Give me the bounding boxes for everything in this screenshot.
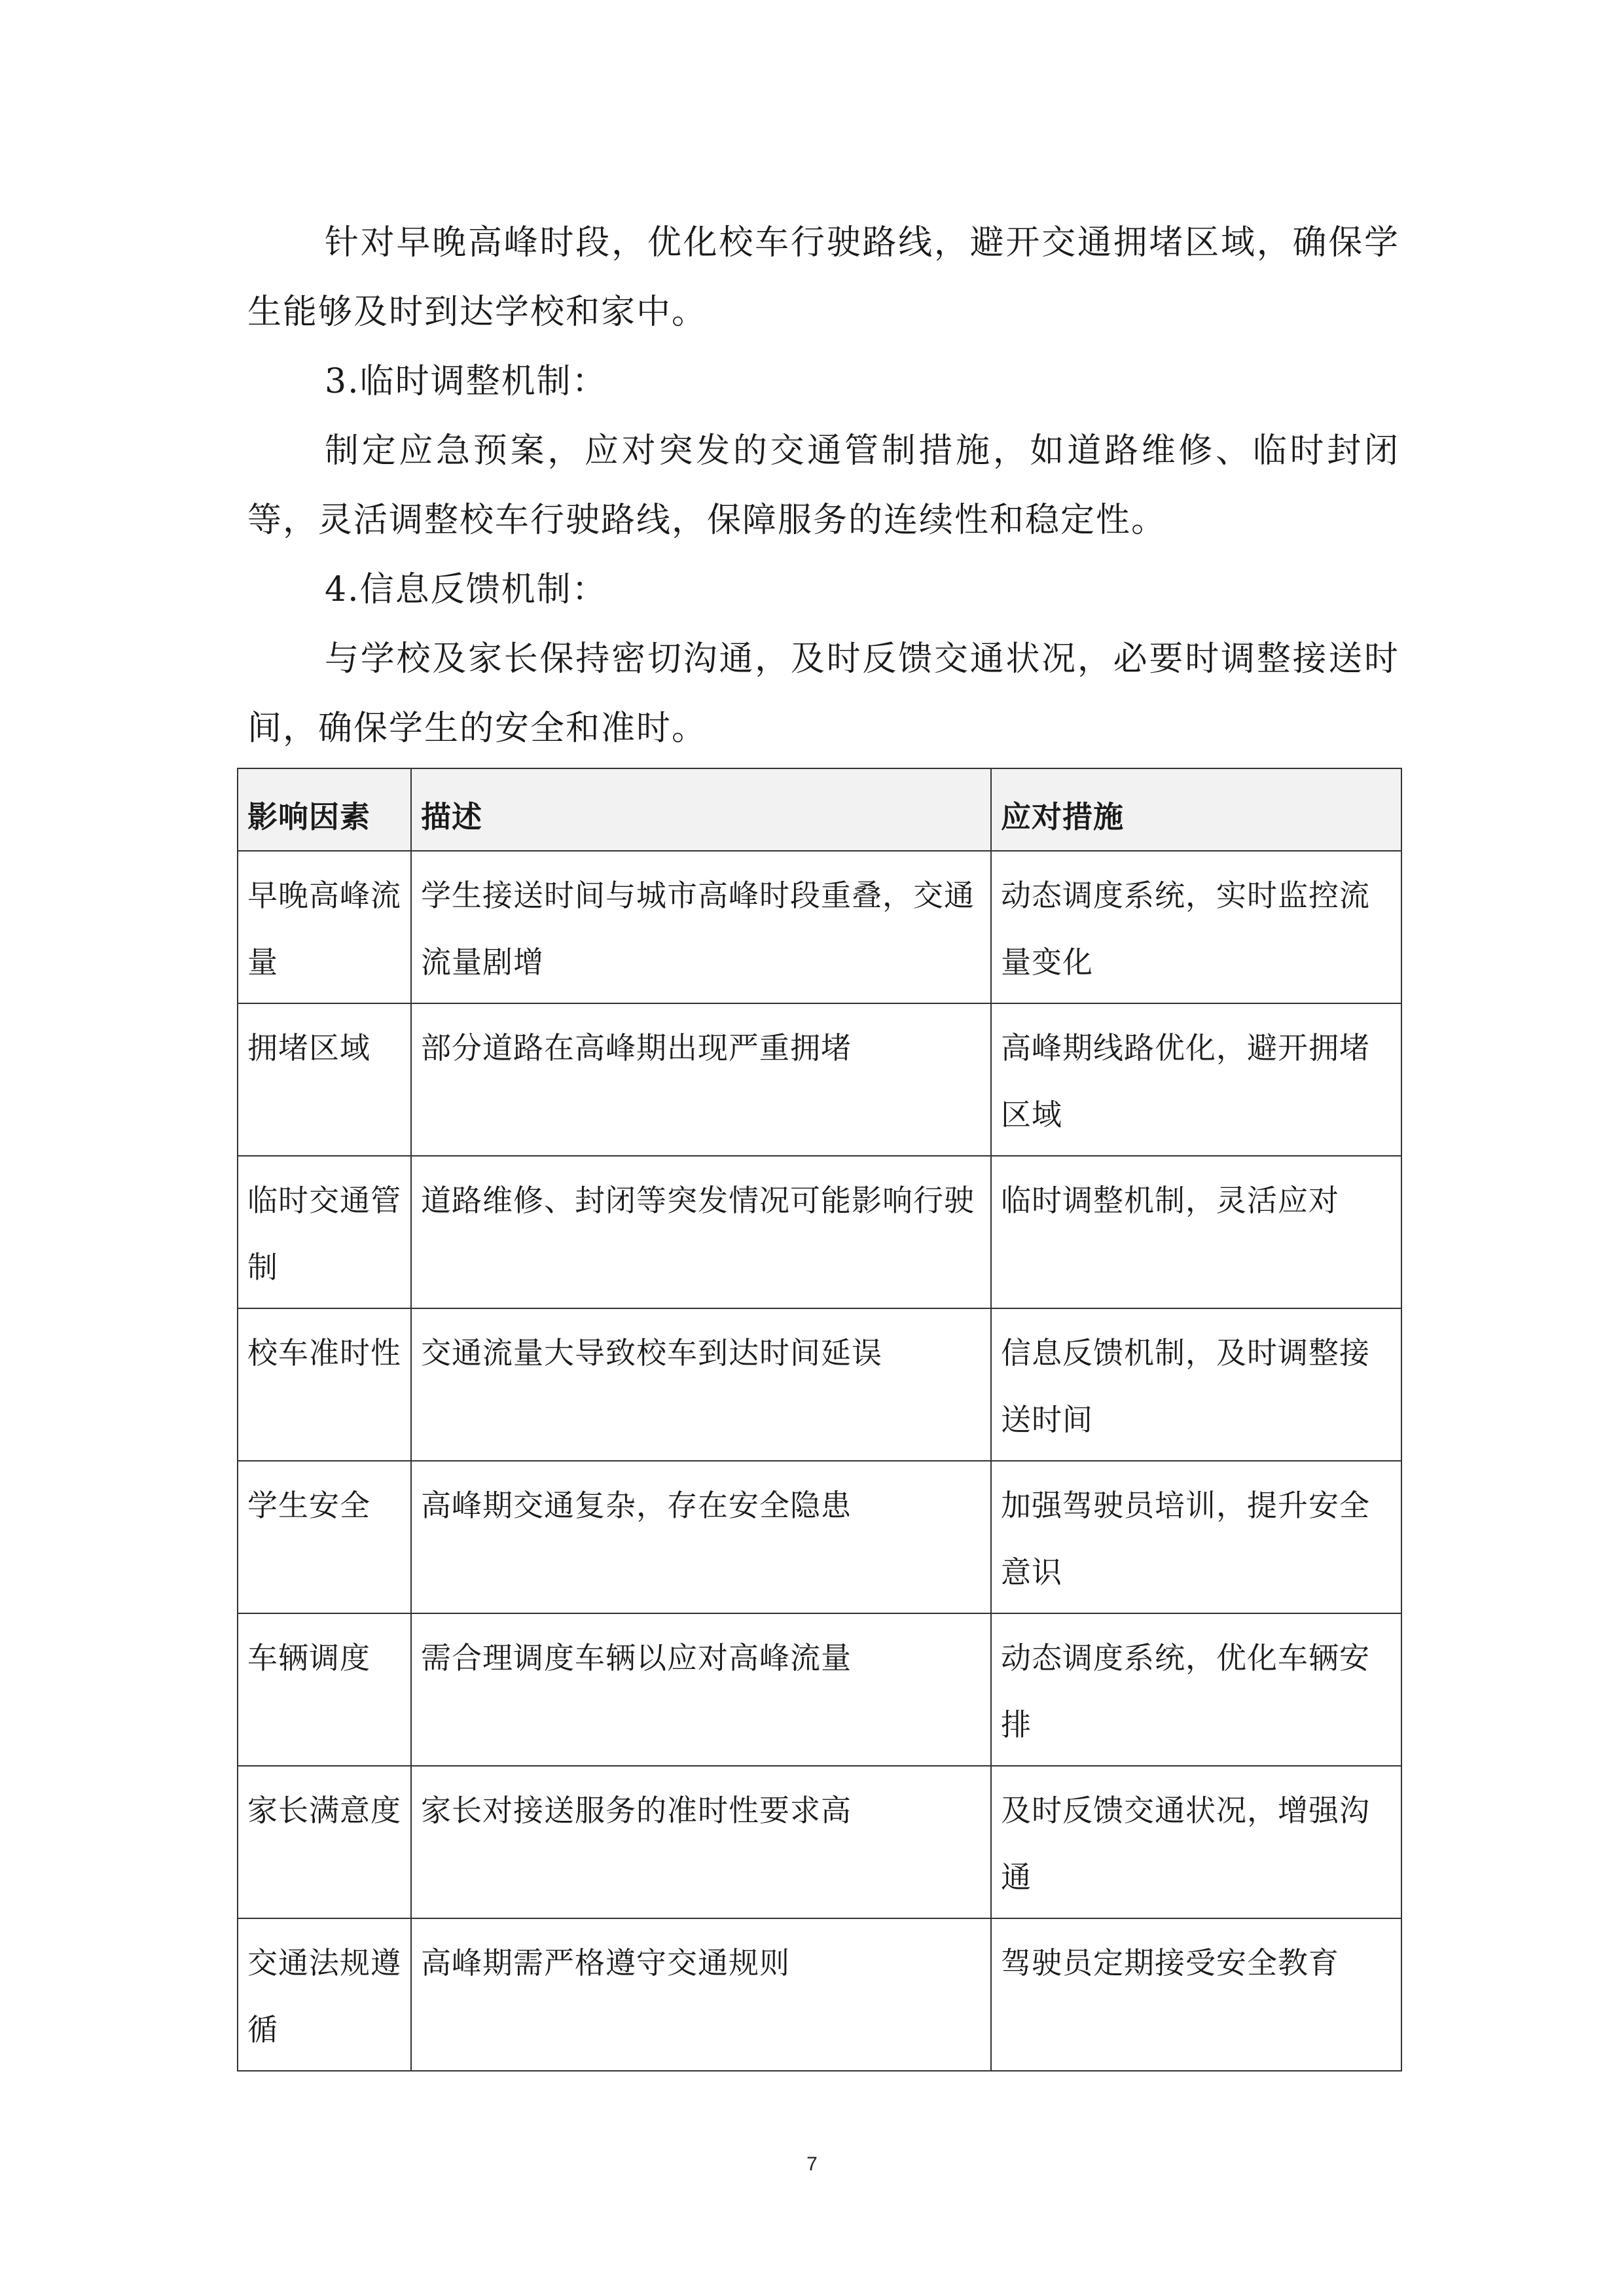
- cell-measures: 信息反馈机制，及时调整接送时间: [991, 1308, 1401, 1461]
- cell-description: 交通流量大导致校车到达时间延误: [411, 1308, 991, 1461]
- cell-measures: 临时调整机制，灵活应对: [991, 1156, 1401, 1308]
- header-measures: 应对措施: [991, 768, 1401, 851]
- cell-description: 部分道路在高峰期出现严重拥堵: [411, 1003, 991, 1156]
- cell-factor: 早晚高峰流量: [238, 851, 411, 1003]
- cell-description: 需合理调度车辆以应对高峰流量: [411, 1613, 991, 1766]
- page-number: 7: [806, 2153, 818, 2175]
- paragraph-emergency-plan: 制定应急预案，应对突发的交通管制措施，如道路维修、临时封闭等，灵活调整校车行驶路线，保障服务的连续性和稳定性。: [247, 431, 1399, 540]
- heading-feedback-mechanism: 4.信息反馈机制：: [325, 570, 607, 609]
- header-description: 描述: [411, 768, 991, 851]
- cell-factor: 学生安全: [238, 1461, 411, 1613]
- cell-factor: 校车准时性: [238, 1308, 411, 1461]
- cell-measures: 高峰期线路优化，避开拥堵区域: [991, 1003, 1401, 1156]
- cell-description: 家长对接送服务的准时性要求高: [411, 1766, 991, 1918]
- paragraph-route-optimization: 针对早晚高峰时段，优化校车行驶路线，避开交通拥堵区域，确保学生能够及时到达学校和家中。: [247, 223, 1399, 332]
- table-row: [238, 1156, 1401, 1308]
- paragraph-communication: 与学校及家长保持密切沟通，及时反馈交通状况，必要时调整接送时间，确保学生的安全和准时。: [247, 639, 1399, 748]
- cell-factor: 拥堵区域: [238, 1003, 411, 1156]
- cell-measures: 及时反馈交通状况，增强沟通: [991, 1766, 1401, 1918]
- table-row: [238, 1766, 1401, 1918]
- impact-factors-table: [237, 768, 1402, 2072]
- cell-factor: 家长满意度: [238, 1766, 411, 1918]
- cell-description: 道路维修、封闭等突发情况可能影响行驶: [411, 1156, 991, 1308]
- table-header-row: [238, 768, 1401, 851]
- cell-description: 高峰期需严格遵守交通规则: [411, 1918, 991, 2071]
- cell-factor: 交通法规遵循: [238, 1918, 411, 2071]
- table-row: [238, 1918, 1401, 2071]
- cell-factor: 车辆调度: [238, 1613, 411, 1766]
- table-row: [238, 1613, 1401, 1766]
- cell-measures: 动态调度系统，优化车辆安排: [991, 1613, 1401, 1766]
- cell-description: 学生接送时间与城市高峰时段重叠，交通流量剧增: [411, 851, 991, 1003]
- cell-factor: 临时交通管制: [238, 1156, 411, 1308]
- table-row: [238, 1003, 1401, 1156]
- table-row: [238, 1308, 1401, 1461]
- table-row: [238, 851, 1401, 1003]
- cell-description: 高峰期交通复杂，存在安全隐患: [411, 1461, 991, 1613]
- cell-measures: 驾驶员定期接受安全教育: [991, 1918, 1401, 2071]
- header-factor: 影响因素: [238, 768, 411, 851]
- table-row: [238, 1461, 1401, 1613]
- document-body: [247, 208, 1399, 763]
- cell-measures: 加强驾驶员培训，提升安全意识: [991, 1461, 1401, 1613]
- cell-measures: 动态调度系统，实时监控流量变化: [991, 851, 1401, 1003]
- heading-temporary-adjustment: 3.临时调整机制：: [325, 362, 607, 401]
